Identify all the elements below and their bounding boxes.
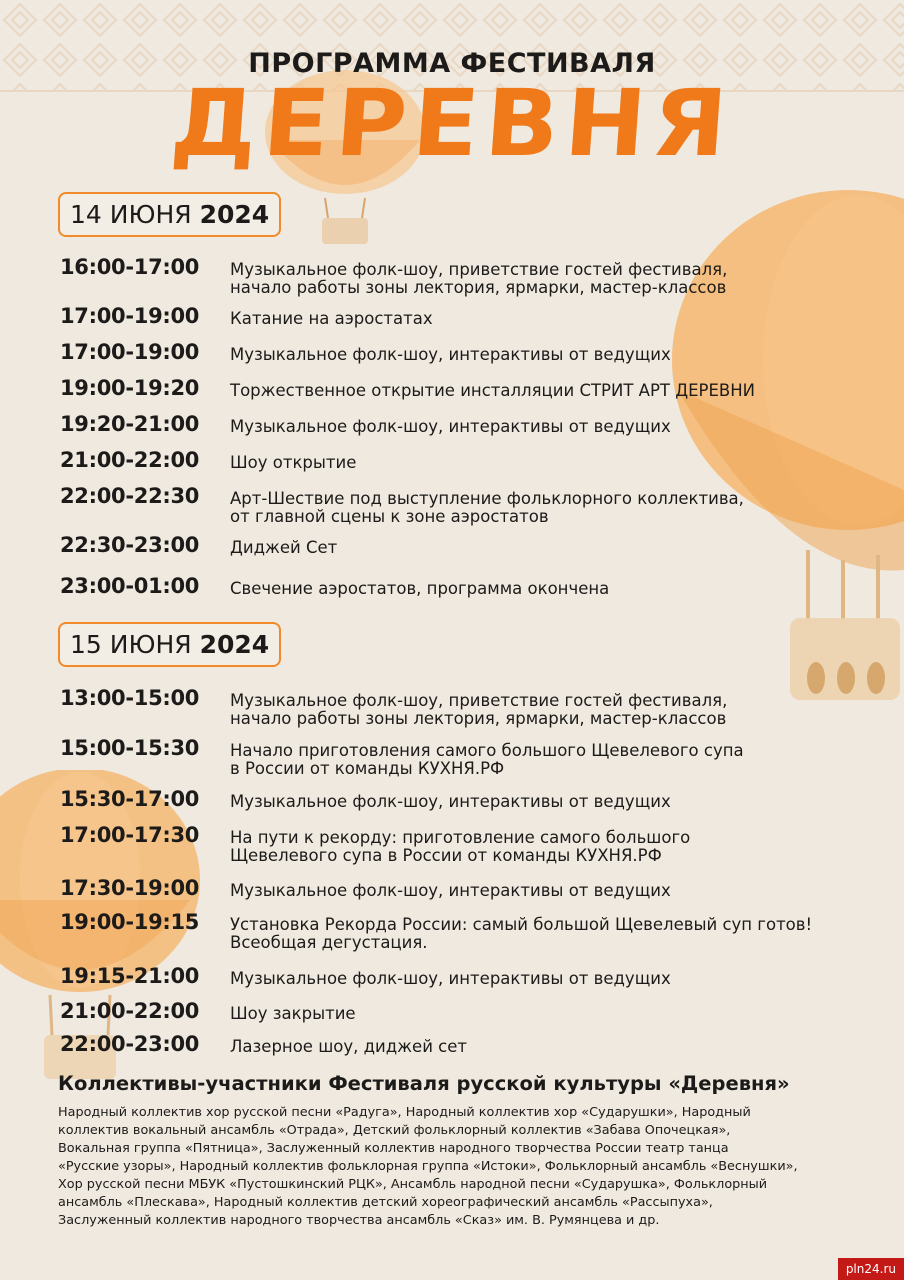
festival-title: ДЕРЕВНЯ [167, 70, 737, 177]
event-time: 22:00-22:30 [60, 484, 200, 508]
event-time: 16:00-17:00 [60, 255, 200, 279]
date-year: 2024 [199, 200, 270, 229]
event-description: Торжественное открытие инсталляции СТРИТ АРТ ДЕРЕВНИ [230, 381, 755, 400]
event-time: 17:30-19:00 [60, 876, 200, 900]
event-time: 21:00-22:00 [60, 999, 200, 1023]
date-box-day-2 [58, 622, 281, 667]
event-description: Установка Рекорда России: самый большой Щевелевый суп готов! Всеобщая дегустация. [230, 915, 813, 952]
date-box-day-1 [58, 192, 281, 237]
event-description: Шоу закрытие [230, 1004, 356, 1023]
event-time: 17:00-17:30 [60, 823, 200, 847]
event-description: Арт-Шествие под выступление фольклорного коллектива, от главной сцены к зоне аэростатов [230, 489, 744, 526]
date-day: 15 ИЮНЯ [70, 630, 192, 659]
event-description: Свечение аэростатов, программа окончена [230, 579, 610, 598]
event-time: 15:30-17:00 [60, 787, 200, 811]
event-description: Диджей Сет [230, 538, 338, 557]
event-description: Шоу открытие [230, 453, 357, 472]
event-time: 21:00-22:00 [60, 448, 200, 472]
event-time: 23:00-01:00 [60, 574, 200, 598]
event-time: 19:15-21:00 [60, 964, 200, 988]
event-time: 19:00-19:15 [60, 910, 200, 934]
date-year: 2024 [199, 630, 270, 659]
event-time: 17:00-19:00 [60, 340, 200, 364]
collectives-heading: Коллективы-участники Фестиваля русской культуры «Деревня» [58, 1072, 790, 1095]
event-description: Лазерное шоу, диджей сет [230, 1037, 468, 1056]
event-description: Катание на аэростатах [230, 309, 433, 328]
event-description: Музыкальное фолк-шоу, интерактивы от ведущих [230, 881, 671, 900]
festival-program-heading: ПРОГРАММА ФЕСТИВАЛЯ [248, 48, 656, 79]
date-day: 14 ИЮНЯ [70, 200, 192, 229]
event-time: 22:00-23:00 [60, 1032, 200, 1056]
event-time: 19:20-21:00 [60, 412, 200, 436]
event-description: Начало приготовления самого большого Щевелевого супа в России от команды КУХНЯ.РФ [230, 741, 744, 778]
event-time: 17:00-19:00 [60, 304, 200, 328]
event-description: На пути к рекорду: приготовление самого большого Щевелевого супа в России от команды КУХНЯ.РФ [230, 828, 691, 865]
collectives-list: Народный коллектив хор русской песни «Радуга», Народный коллектив хор «Сударушки», Народный коллектив вокальный ансамбль «Отрада», Детский фольклорный коллектив «Забава Опочецкая», Вокальная группа «Пятница», Заслуженный коллектив народного творчества России театр танца «Русские узоры», Народный коллектив фольклорная группа «Истоки», Фольклорный ансамбль «Веснушки», Хор русской песни МБУК «Пустошкинский РЦК», Ансамбль народной песни «Сударушка», Фольклорный ансамбль «Плескава», Народный коллектив детский хореографический ансамбль «Рассыпуха», Заслуженный коллектив народного творчества ансамбль «Сказ» им. В. Румянцева и др. [58, 1105, 798, 1228]
watermark-link[interactable]: pln24.ru [838, 1258, 904, 1280]
event-description: Музыкальное фолк-шоу, приветствие гостей фестиваля, начало работы зоны лектория, ярмарки, мастер-классов [230, 260, 728, 297]
event-description: Музыкальное фолк-шоу, интерактивы от ведущих [230, 417, 671, 436]
event-time: 13:00-15:00 [60, 686, 200, 710]
event-time: 19:00-19:20 [60, 376, 200, 400]
event-description: Музыкальное фолк-шоу, интерактивы от ведущих [230, 345, 671, 364]
event-time: 15:00-15:30 [60, 736, 200, 760]
event-time: 22:30-23:00 [60, 533, 200, 557]
event-description: Музыкальное фолк-шоу, интерактивы от ведущих [230, 792, 671, 811]
event-description: Музыкальное фолк-шоу, приветствие гостей фестиваля, начало работы зоны лектория, ярмарки, мастер-классов [230, 691, 728, 728]
event-description: Музыкальное фолк-шоу, интерактивы от ведущих [230, 969, 671, 988]
